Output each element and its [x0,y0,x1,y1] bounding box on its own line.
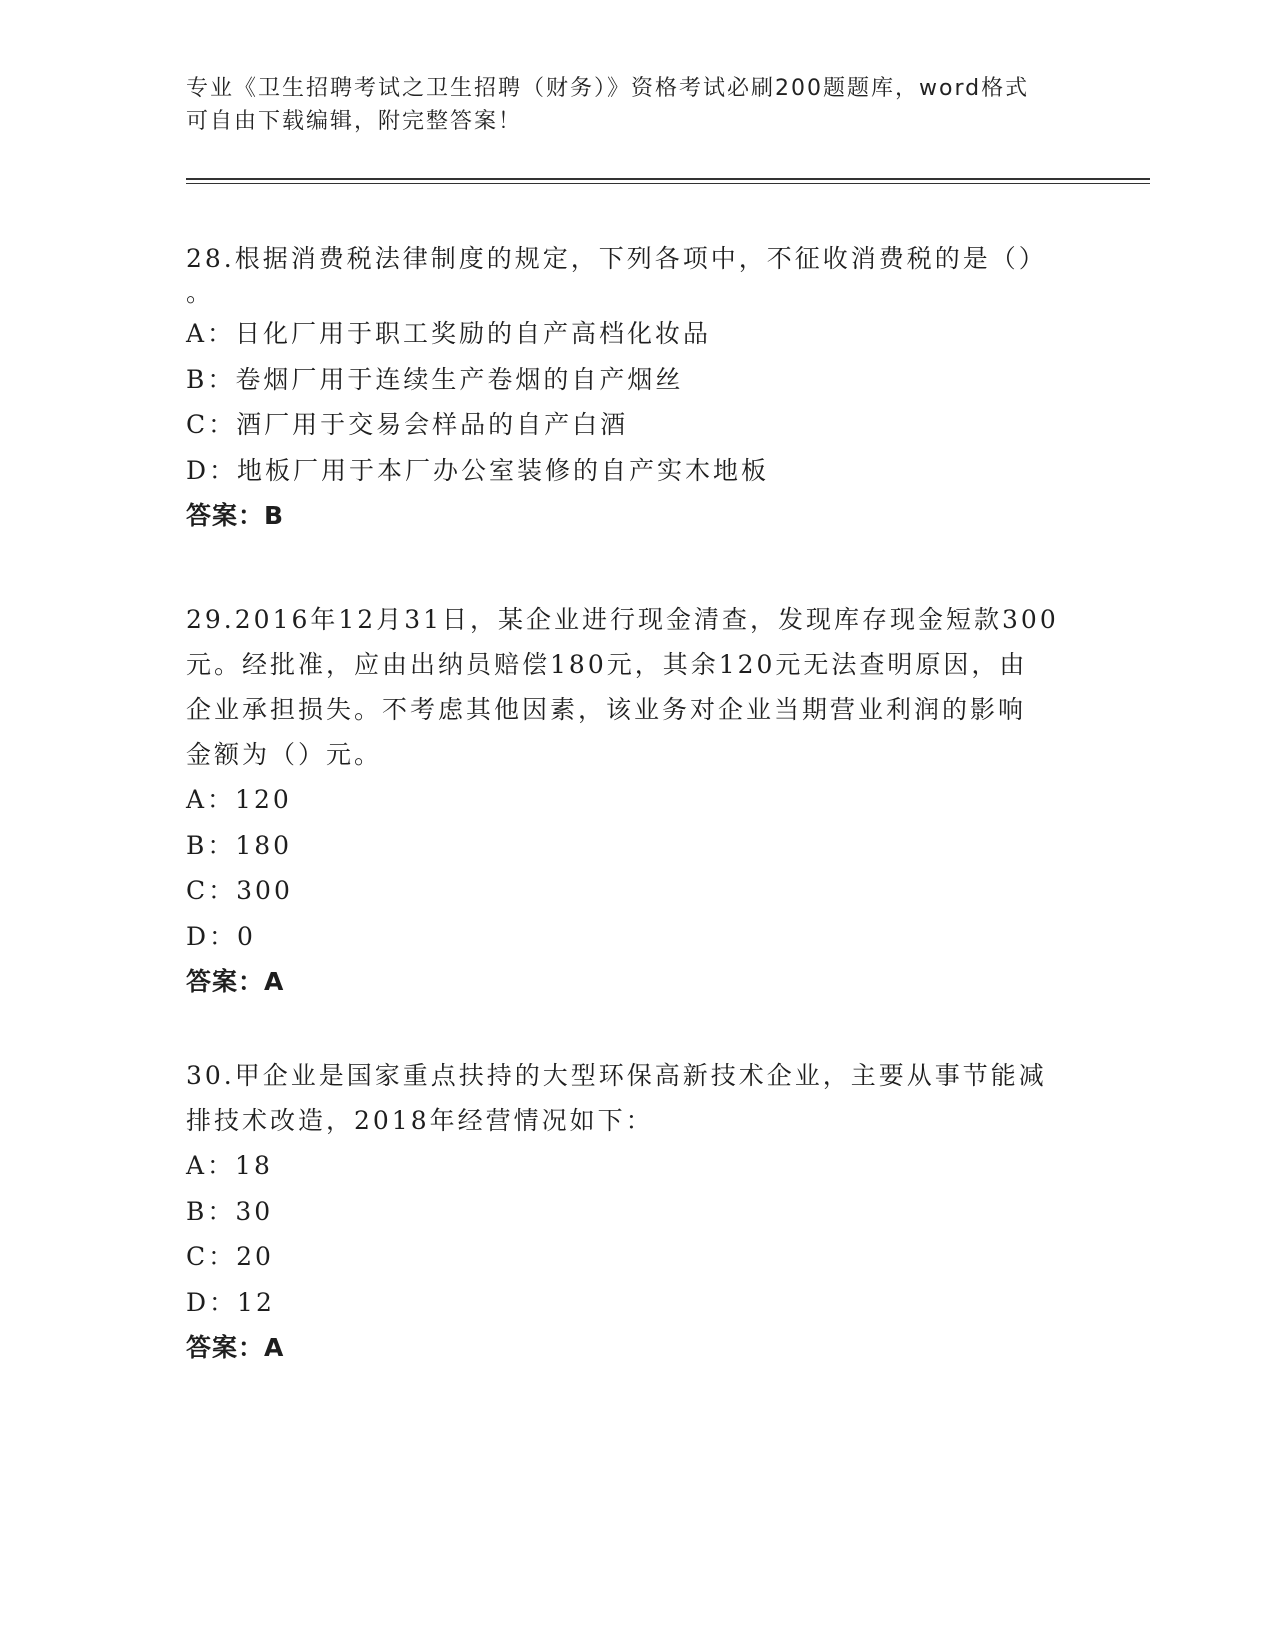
question-stem-line: 元。经批准，应由出纳员赔偿180元，其余120元无法查明原因，由 [186,650,1028,679]
question-stem-line: 。 [186,278,215,307]
answer: 答案：A [186,1333,285,1362]
answer: 答案：A [186,967,285,996]
question-29 [186,597,1086,1004]
option-d: D：12 [186,1287,275,1317]
question-stem-line: 28.根据消费税法律制度的规定，下列各项中，不征收消费税的是（） [186,244,1047,273]
option-d: D：地板厂用于本厂办公室装修的自产实木地板 [186,455,770,485]
option-a: A：120 [186,785,292,814]
header-divider-top [186,178,1150,180]
question-30 [186,1053,1086,1370]
question-stem-line: 金额为（）元。 [186,740,383,769]
question-stem-line: 29.2016年12月31日，某企业进行现金清查，发现库存现金短款300 [186,605,1059,634]
option-b: B：卷烟厂用于连续生产卷烟的自产烟丝 [186,364,684,394]
option-c: C：300 [186,876,293,905]
question-stem-line: 企业承担损失。不考虑其他因素，该业务对企业当期营业利润的影响 [186,695,1027,724]
option-a: A：日化厂用于职工奖励的自产高档化妆品 [186,319,712,348]
header-line-2: 可自由下载编辑，附完整答案！ [186,109,523,134]
option-b: B：30 [186,1196,274,1226]
document-header [186,72,1086,138]
option-a: A：18 [186,1151,273,1180]
header-divider-bottom [186,183,1150,184]
option-b: B：180 [186,830,293,860]
question-28 [186,236,1086,538]
header-line-1: 专业《卫生招聘考试之卫生招聘（财务）》资格考试必刷200题题库，word格式 [186,76,1030,101]
option-c: C：20 [186,1242,274,1271]
question-stem-line: 30.甲企业是国家重点扶持的大型环保高新技术企业，主要从事节能减 [186,1061,1047,1090]
answer: 答案：B [186,501,285,530]
question-stem-line: 排技术改造，2018年经营情况如下： [186,1106,654,1135]
option-c: C：酒厂用于交易会样品的自产白酒 [186,410,629,439]
option-d: D：0 [186,921,256,951]
